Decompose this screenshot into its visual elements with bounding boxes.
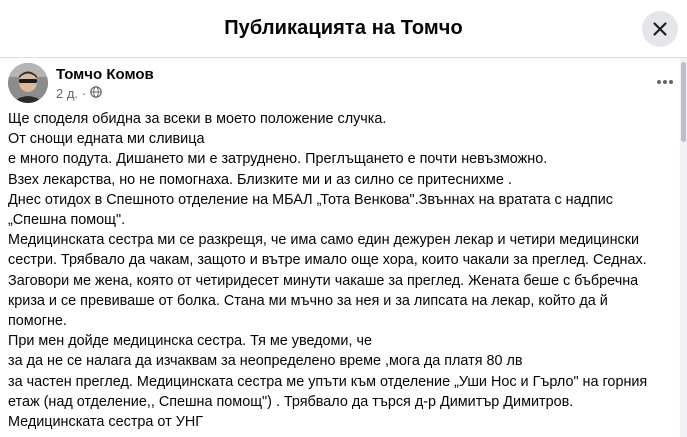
post-time[interactable]: 2 д.	[56, 85, 79, 101]
dialog-title: Публикацията на Томчо	[224, 17, 463, 39]
dialog-scrollbar[interactable]	[680, 58, 687, 437]
post-line: Заговори ме жена, която от четиридесет минути чакаше за преглед. Жената беше с бъбречна	[8, 272, 639, 289]
post-line: Медицинската сестра от УНГ	[8, 414, 204, 431]
post-line: криза и се превиваше от болка. Стана ми мъчно за нея и за липсата на лекар, който да й	[8, 292, 608, 309]
close-icon	[652, 21, 668, 37]
post-line: етаж (над отделение,, Спешна помощ") . Трябвало да търся д-р Димитър Димитров.	[8, 393, 574, 410]
author-avatar[interactable]	[8, 63, 48, 103]
post-line: „Спешна помощ".	[8, 212, 126, 229]
post-header	[0, 58, 687, 108]
post-meta	[56, 85, 102, 101]
post-line: за частен преглед. Медицинската сестра ме упъти към отделение „Уши Нос и Гърло" на горния	[8, 373, 648, 390]
post-line: При мен дойде медицинска сестра. Тя ме уведоми, че	[8, 333, 372, 350]
globe-icon[interactable]	[90, 86, 102, 101]
post-line: сестри. Трябвало да чакам, защото и вътре имало още хора, които чакали за преглед. Седнах.	[8, 252, 647, 269]
author-name[interactable]: Томчо Комов	[56, 66, 154, 83]
scrollbar-thumb[interactable]	[681, 62, 686, 142]
close-button[interactable]	[642, 11, 678, 47]
post-line: Медицинската сестра ми се разкрещя, че има само един дежурен лекар и четири медицински	[8, 232, 640, 249]
more-options-button[interactable]	[650, 66, 680, 96]
post-text	[8, 109, 676, 432]
post-line: Взех лекарства, но не помогнаха. Близките ми и аз силно се притеснихме .	[8, 171, 512, 188]
post-line: за да не се налага да изчаквам за неопределено време ,мога да платя 80 лв	[8, 353, 523, 370]
post-line: Ще споделя обидна за всеки в моето положение случка.	[8, 111, 387, 127]
post-line: помогне.	[8, 313, 67, 330]
post-line: Днес отидох в Спешното отделение на МБАЛ „Тота Венкова".Звъннах на вратата с надпис	[8, 191, 614, 208]
meta-separator: ·	[82, 85, 87, 101]
more-horizontal-icon	[656, 72, 674, 90]
post-line: От снощи едната ми сливица	[8, 131, 205, 148]
dialog-header	[0, 0, 687, 58]
post-line: е много подута. Дишането ми е затруднено. Преглъщането е почти невъзможно.	[8, 151, 548, 168]
